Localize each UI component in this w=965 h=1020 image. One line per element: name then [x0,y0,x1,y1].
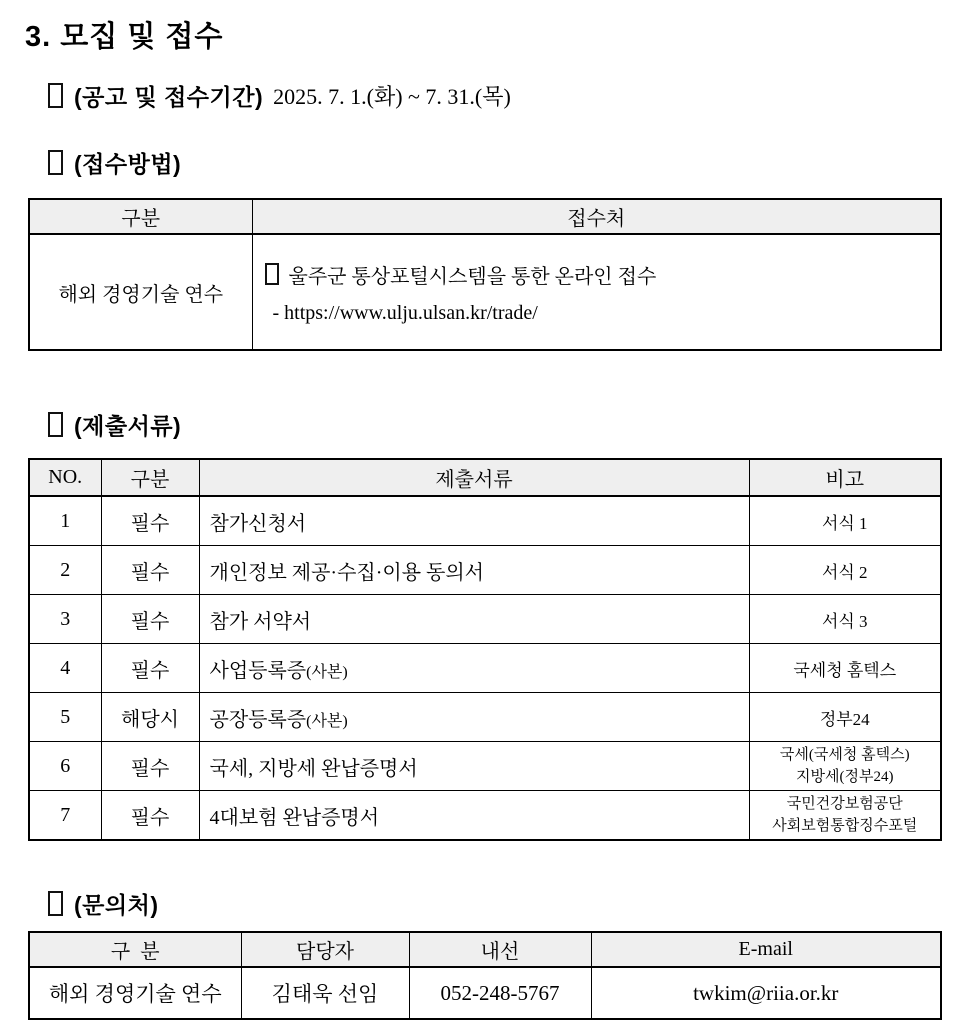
method-col-category: 구분 [29,199,252,234]
doc-name [199,595,749,644]
docs-col-no: NO. [29,459,101,496]
doc-name [199,496,749,546]
doc-type: 필수 [101,546,199,595]
contact-category: 해외 경영기술 연수 [29,967,241,1019]
white-square-icon [265,263,279,285]
contact-email: twkim@riia.or.kr [591,967,941,1019]
section-heading-documents [48,408,940,441]
page-title: 3. 모집 및 접수 [25,21,224,53]
contact-col-email: E-mail [591,932,941,967]
doc-note-line1: 국세(국세청 홈텍스) [779,746,910,763]
doc-type: 필수 [101,595,199,644]
docs-col-type: 구분 [101,459,199,496]
method-table [28,198,942,351]
doc-note-line2: 지방세(정부24) [796,769,894,785]
contact-person: 김태욱 선임 [241,967,409,1019]
period-value: 2025. 7. 1.(화) ~ 7. 31.(목) [273,84,511,109]
doc-name [199,644,749,693]
contact-col-phone: 내선 [409,932,591,967]
table-row [29,595,941,644]
contact-phone: 052-248-5767 [409,967,591,1019]
table-row [29,693,941,742]
doc-no: 5 [29,693,101,742]
doc-no: 1 [29,496,101,546]
method-label: (접수방법) [74,151,182,177]
doc-name-suffix: (사본) [306,663,348,681]
doc-name-text: 개인정보 제공·수집·이용 동의서 [209,561,484,584]
doc-name-text: 국세, 지방세 완납증명서 [209,757,418,780]
office-url: - https://www.ulju.ulsan.kr/trade/ [272,301,538,324]
doc-note: 서식 2 [749,546,941,595]
doc-name [199,546,749,595]
table-row [29,234,941,350]
doc-name-text: 공장등록증 [209,708,307,731]
contact-col-person: 담당자 [241,932,409,967]
doc-note: 서식 1 [749,496,941,546]
doc-name-text: 사업등록증 [209,659,307,682]
doc-name [199,791,749,841]
table-header-row [29,932,941,967]
table-header-row [29,459,941,496]
contact-label: (문의처) [74,892,159,918]
doc-no: 7 [29,791,101,841]
doc-type: 필수 [101,791,199,841]
office-line1-text: 울주군 통상포털시스템을 통한 온라인 접수 [288,265,657,288]
table-row [29,742,941,791]
doc-note: 서식 3 [749,595,941,644]
documents-table [28,458,942,841]
docs-col-note: 비고 [749,459,941,496]
section-heading-contact [48,887,940,920]
doc-note-line2: 사회보험통합징수포털 [772,818,918,834]
doc-type: 해당시 [101,693,199,742]
table-header-row [29,199,941,234]
method-col-office: 접수처 [252,199,941,234]
table-row [29,546,941,595]
doc-no: 6 [29,742,101,791]
contact-col-category: 구 분 [29,932,241,967]
docs-col-doc: 제출서류 [199,459,749,496]
office-line1 [265,260,935,289]
doc-name-suffix: (사본) [306,712,348,730]
doc-name [199,742,749,791]
section-heading-method [48,146,940,179]
doc-note: 국세청 홈텍스 [749,644,941,693]
doc-note [749,742,941,791]
doc-name-text: 참가신청서 [209,512,307,535]
contact-table [28,931,942,1020]
doc-no: 3 [29,595,101,644]
section-heading-period [48,79,940,112]
doc-no: 2 [29,546,101,595]
doc-name [199,693,749,742]
period-label: (공고 및 접수기간) [74,84,264,110]
white-square-icon [48,412,63,437]
method-office-cell [252,234,941,350]
doc-name-text: 참가 서약서 [209,610,312,633]
doc-no: 4 [29,644,101,693]
table-row [29,791,941,841]
white-square-icon [48,150,63,175]
documents-label: (제출서류) [74,413,182,439]
doc-name-text: 4대보험 완납증명서 [209,806,380,829]
table-row [29,496,941,546]
doc-note-line1: 국민건강보험공단 [786,795,903,812]
table-row [29,644,941,693]
white-square-icon [48,891,63,916]
doc-type: 필수 [101,644,199,693]
doc-note: 정부24 [749,693,941,742]
method-category-cell: 해외 경영기술 연수 [29,234,252,350]
white-square-icon [48,83,63,108]
table-row [29,967,941,1019]
doc-type: 필수 [101,496,199,546]
doc-note [749,791,941,841]
doc-type: 필수 [101,742,199,791]
